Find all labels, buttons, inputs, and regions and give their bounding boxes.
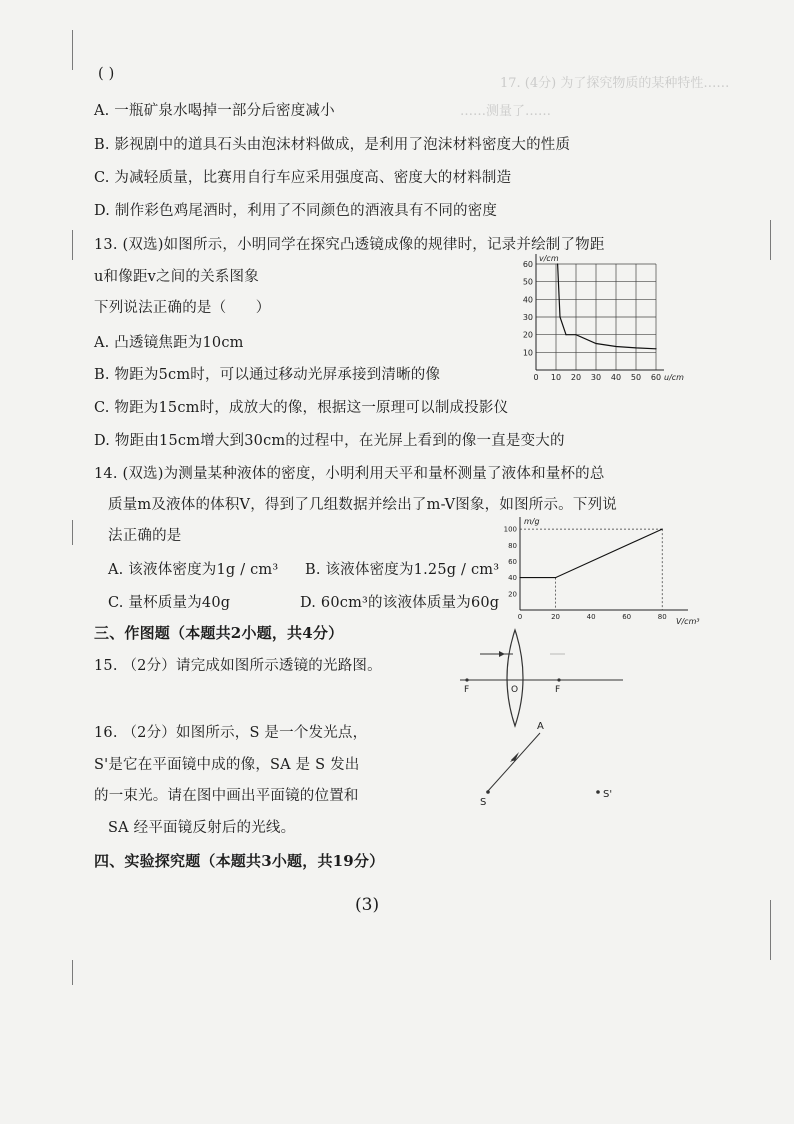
q14-option-d: D. 60cm³的该液体质量为60g <box>300 595 500 611</box>
data-point <box>557 263 558 264</box>
point-s <box>486 790 490 794</box>
q14-option-b: B. 该液体密度为1.25g / cm³ <box>305 562 500 578</box>
x-tick-label: 20 <box>551 613 561 621</box>
x-tick-label: 0 <box>517 613 523 621</box>
q14-option-c: C. 量杯质量为40g <box>108 595 231 611</box>
q16-text: 的一束光。请在图中画出平面镜的位置和 <box>94 788 359 804</box>
x-tick-label: 0 <box>533 373 539 382</box>
x-tick-label: 60 <box>622 613 632 621</box>
q13-stem: 13. (双选)如图所示，小明同学在探究凸透镜成像的规律时，记录并绘制了物距 <box>94 237 605 253</box>
x-tick-label: 10 <box>550 373 562 382</box>
y-tick-label: 20 <box>508 590 517 599</box>
bleed-through-text: ……测量了…… <box>460 104 552 119</box>
q14-stem: 14. (双选)为测量某种液体的密度，小明利用天平和量杯测量了液体和量杯的总 <box>94 466 605 482</box>
x-axis-label: V/cm³ <box>676 617 700 626</box>
q16-text: S'是它在平面镜中成的像，SA 是 S 发出 <box>94 757 360 773</box>
x-tick-label: 60 <box>650 373 662 382</box>
y-tick-label: 10 <box>522 348 533 358</box>
data-point <box>635 347 636 348</box>
data-point <box>565 334 566 335</box>
x-tick-label: 40 <box>610 373 622 382</box>
q13-option-c: C. 物距为15cm时，成放大的像，根据这一原理可以制成投影仪 <box>94 400 509 416</box>
margin-line <box>770 220 771 260</box>
ray-sa <box>488 733 540 791</box>
label-a: A <box>537 721 544 732</box>
data-point <box>559 316 560 317</box>
y-axis-label: m/g <box>524 517 540 526</box>
y-tick-label: 40 <box>522 295 533 305</box>
label-s-prime: S' <box>603 789 613 800</box>
y-tick-label: 40 <box>508 574 517 583</box>
data-point <box>662 528 663 529</box>
q13-stem: 下列说法正确的是（ ） <box>94 300 271 316</box>
page-number: (3) <box>355 895 380 915</box>
margin-line <box>72 960 73 985</box>
bleed-through-text: 17. (4分) 为了探究物质的某种特性…… <box>500 76 730 91</box>
data-point <box>575 334 576 335</box>
data-point <box>655 348 656 349</box>
section-3-heading: 三、作图题（本题共2小题，共4分） <box>94 624 344 642</box>
margin-line <box>72 230 73 260</box>
y-tick-label: 60 <box>508 557 517 566</box>
data-point <box>519 577 520 578</box>
q13-stem: u和像距v之间的关系图象 <box>94 269 259 285</box>
x-axis-label: u/cm <box>664 373 684 382</box>
margin-line <box>72 520 73 545</box>
q15-lens-diagram <box>455 628 625 728</box>
x-tick-label: 20 <box>570 373 582 382</box>
x-tick-label: 80 <box>657 613 667 621</box>
x-tick-label: 30 <box>590 373 602 382</box>
label-s: S <box>480 797 487 808</box>
q16-text: SA 经平面镜反射后的光线。 <box>108 820 296 836</box>
series-line-v-u <box>558 264 656 349</box>
q13-option-a: A. 凸透镜焦距为10cm <box>94 335 244 351</box>
chart-v-u <box>518 252 684 388</box>
section-4-heading: 四、实验探究题（本题共3小题，共19分） <box>94 852 385 870</box>
answer-bracket: ( ) <box>98 66 115 82</box>
data-point <box>615 346 616 347</box>
y-tick-label: 80 <box>508 541 517 550</box>
focal-point-left <box>465 678 468 681</box>
margin-line <box>770 900 771 960</box>
label-f-right: F <box>555 685 561 695</box>
q14-option-a: A. 该液体密度为1g / cm³ <box>108 562 279 578</box>
q16-text: 16. （2分）如图所示，S 是一个发光点， <box>94 725 368 741</box>
q15-text: 15. （2分）请完成如图所示透镜的光路图。 <box>94 658 382 674</box>
q13-option-b: B. 物距为5cm时，可以通过移动光屏承接到清晰的像 <box>94 367 441 383</box>
series-line-m-v <box>520 529 662 578</box>
label-f-left: F <box>464 685 470 695</box>
q12-option-d: D. 制作彩色鸡尾酒时，利用了不同颜色的酒液具有不同的密度 <box>94 203 498 219</box>
q12-option-b: B. 影视剧中的道具石头由泡沫材料做成，是利用了泡沫材料密度大的性质 <box>94 137 571 153</box>
y-tick-label: 20 <box>522 330 533 340</box>
y-tick-label: 60 <box>522 260 533 269</box>
y-tick-label: 100 <box>503 525 517 534</box>
x-tick-label: 50 <box>630 373 642 382</box>
data-point <box>555 577 556 578</box>
chart-m-v <box>496 515 700 626</box>
q16-mirror-diagram <box>470 715 630 815</box>
q12-option-a: A. 一瓶矿泉水喝掉一部分后密度减小 <box>94 103 335 119</box>
q14-stem: 法正确的是 <box>108 528 182 544</box>
convex-lens <box>507 630 523 726</box>
point-s-prime <box>596 790 600 794</box>
data-point <box>595 343 596 344</box>
q12-option-c: C. 为减轻质量，比赛用自行车应采用强度高、密度大的材料制造 <box>94 170 512 186</box>
margin-line <box>72 30 73 70</box>
label-o: O <box>511 685 519 695</box>
focal-point-right <box>557 678 560 681</box>
arrowhead <box>499 651 505 657</box>
y-axis-label: v/cm <box>539 254 559 263</box>
y-tick-label: 50 <box>522 277 533 287</box>
q14-stem: 质量m及液体的体积V，得到了几组数据并绘出了m-V图象，如图所示。下列说 <box>108 497 617 513</box>
x-tick-label: 40 <box>586 613 596 621</box>
q13-option-d: D. 物距由15cm增大到30cm的过程中，在光屏上看到的像一直是变大的 <box>94 433 565 449</box>
y-tick-label: 30 <box>522 313 533 322</box>
